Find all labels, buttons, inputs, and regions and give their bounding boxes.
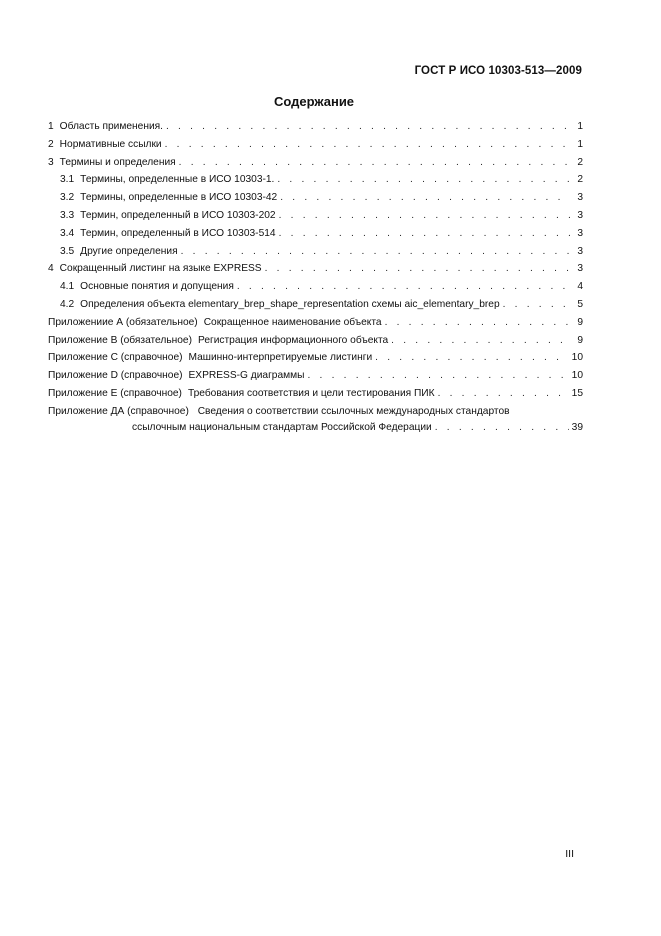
- toc-entry-page: 1: [577, 138, 583, 150]
- toc-subentry[interactable]: [48, 299, 583, 317]
- annex-title: EXPRESS-G диаграммы: [188, 370, 305, 382]
- annex-label: Приложениие А (обязательное): [48, 316, 198, 328]
- annex-label: Приложение В (обязательное): [48, 334, 192, 346]
- annex-title: Сведения о соответствии ссылочных международных стандартов: [197, 405, 510, 417]
- dot-leader: [237, 281, 570, 292]
- toc-entry-number: 2: [48, 138, 54, 150]
- annex-title: Машинно-интерпретируемые листинги: [188, 352, 373, 364]
- toc-annex-entry[interactable]: [48, 388, 583, 406]
- toc-annex-entry[interactable]: [48, 352, 583, 370]
- toc-entry-number: 3.3: [60, 209, 75, 221]
- dot-leader: [279, 210, 570, 221]
- toc-entry-text: Основные понятия и допущения: [80, 281, 234, 293]
- toc-entry-text: Термины и определения: [59, 156, 176, 168]
- toc-entry-number: 4: [48, 263, 54, 275]
- dot-leader: [375, 352, 568, 363]
- toc-entry-page: 3: [577, 192, 583, 204]
- toc-entry-text: Термин, определенный в ИСО 10303-514: [80, 227, 276, 239]
- annex-page: 9: [577, 334, 583, 346]
- toc-subentry[interactable]: [48, 281, 583, 299]
- dot-leader: [385, 317, 570, 328]
- dot-leader: [435, 422, 569, 433]
- dot-leader: [279, 228, 570, 239]
- toc-entry-number: 3: [48, 156, 54, 168]
- toc-entry-text: Определения объекта elementary_brep_shape_representation схемы aic_elementary_brep: [80, 298, 500, 310]
- dot-leader: [166, 121, 570, 132]
- table-of-contents: [48, 121, 583, 439]
- toc-entry[interactable]: [48, 139, 583, 157]
- annex-label: Приложение С (справочное): [48, 352, 183, 364]
- dot-leader: [277, 174, 570, 185]
- toc-entry-page: 2: [577, 156, 583, 168]
- annex-label: Приложение ДА (справочное): [48, 405, 189, 417]
- toc-annex-entry[interactable]: [48, 317, 583, 335]
- annex-page: 9: [577, 316, 583, 328]
- toc-entry-page: 3: [577, 227, 583, 239]
- annex-page: 10: [571, 370, 583, 382]
- toc-entry[interactable]: [48, 121, 583, 139]
- toc-entry[interactable]: [48, 157, 583, 175]
- toc-entry-text: Другие определения: [80, 245, 178, 257]
- toc-subentry[interactable]: [48, 246, 583, 264]
- toc-entry[interactable]: [48, 263, 583, 281]
- dot-leader: [165, 139, 570, 150]
- toc-entry-text: Термины, определенные в ИСО 10303-42: [80, 192, 278, 204]
- toc-title: Содержание: [273, 94, 355, 109]
- toc-annex-entry[interactable]: [48, 406, 583, 439]
- toc-subentry[interactable]: [48, 174, 583, 192]
- toc-entry-number: 3.1: [60, 174, 75, 186]
- annex-title-continued: ссылочным национальным стандартам Российской Федерации: [132, 421, 432, 433]
- annex-label: Приложение D (справочное): [48, 370, 183, 382]
- document-code: ГОСТ Р ИСО 10303-513—2009: [414, 65, 582, 77]
- toc-subentry[interactable]: [48, 228, 583, 246]
- toc-annex-entry[interactable]: [48, 335, 583, 353]
- toc-entry-number: 4.1: [60, 281, 75, 293]
- annex-title: Требования соответствия и цели тестирования ПИК: [187, 387, 435, 399]
- annex-page: 15: [571, 387, 583, 399]
- toc-entry-text: Сокращенный листинг на языке EXPRESS: [59, 263, 262, 275]
- toc-entry-page: 3: [577, 263, 583, 275]
- toc-entry-number: 3.5: [60, 245, 75, 257]
- dot-leader: [181, 246, 570, 257]
- dot-leader: [179, 157, 570, 168]
- dot-leader: [391, 335, 570, 346]
- toc-entry-number: 1: [48, 121, 54, 132]
- dot-leader: [265, 263, 570, 274]
- toc-entry-number: 3.2: [60, 192, 75, 204]
- toc-entry-number: 3.4: [60, 227, 75, 239]
- toc-entry-page: 3: [577, 245, 583, 257]
- toc-entry-text: Область применения.: [59, 121, 163, 132]
- toc-entry-text: Термины, определенные в ИСО 10303-1.: [80, 174, 275, 186]
- page-number: III: [565, 848, 574, 860]
- toc-subentry[interactable]: [48, 210, 583, 228]
- toc-entry-page: 4: [577, 281, 583, 293]
- annex-page: 39: [571, 421, 583, 433]
- toc-entry-number: 4.2: [60, 298, 75, 310]
- toc-entry-page: 2: [577, 174, 583, 186]
- annex-title: Регистрация информационного объекта: [198, 334, 389, 346]
- toc-annex-entry[interactable]: [48, 370, 583, 388]
- dot-leader: [307, 370, 568, 381]
- toc-entry-page: 5: [577, 298, 583, 310]
- annex-label: Приложение Е (справочное): [48, 387, 182, 399]
- dot-leader: [438, 388, 569, 399]
- annex-title: Сокращенное наименование объекта: [203, 316, 382, 328]
- toc-entry-text: Нормативные ссылки: [59, 138, 162, 150]
- annex-page: 10: [571, 352, 583, 364]
- dot-leader: [280, 192, 570, 203]
- toc-entry-page: 1: [577, 121, 583, 132]
- toc-entry-page: 3: [577, 209, 583, 221]
- dot-leader: [503, 299, 570, 310]
- toc-subentry[interactable]: [48, 192, 583, 210]
- toc-entry-text: Термин, определенный в ИСО 10303-202: [80, 209, 276, 221]
